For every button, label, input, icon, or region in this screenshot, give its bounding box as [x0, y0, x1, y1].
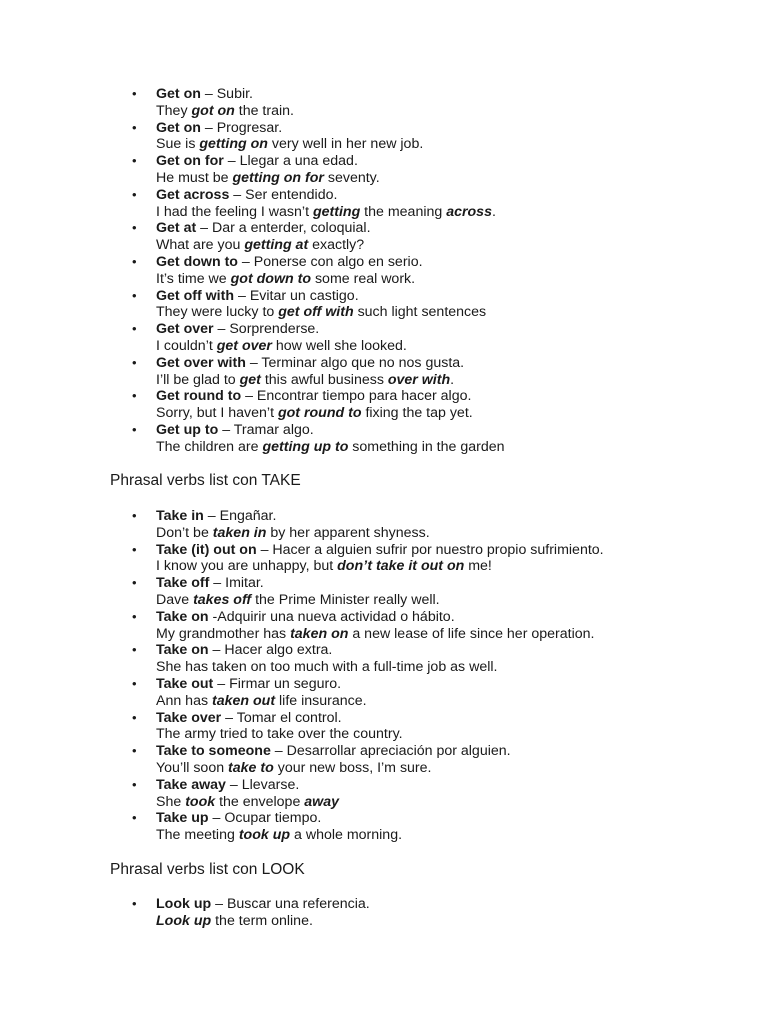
meaning-text: Evitar un castigo. — [249, 287, 359, 304]
meaning-text: Llegar a una edad. — [239, 153, 358, 170]
separator: – — [203, 508, 220, 524]
separator: – — [211, 896, 227, 912]
list-item — [0, 810, 768, 844]
definition-line — [156, 388, 768, 405]
separator: – — [208, 642, 225, 659]
definition-line — [156, 86, 768, 103]
list-item — [0, 743, 768, 777]
list-item — [0, 220, 768, 254]
meaning-text: Engañar. — [219, 508, 277, 524]
list-item — [0, 896, 768, 930]
definition-line — [156, 355, 768, 372]
example-keyword: Look up — [156, 912, 212, 929]
example-text: fixing the tap yet. — [361, 405, 473, 422]
separator: – — [237, 253, 254, 270]
example-text: seventy. — [323, 169, 380, 186]
definition-line — [156, 542, 768, 559]
look-section-heading: Phrasal verbs list con LOOK — [110, 861, 305, 878]
example-sentence — [156, 136, 768, 153]
separator: – — [270, 743, 287, 760]
definition-line — [156, 153, 768, 170]
meaning-text: Ser entendido. — [245, 186, 338, 203]
example-text: I had the feeling I wasn’t — [156, 203, 313, 220]
definition-line — [156, 609, 768, 626]
example-text: the train. — [234, 102, 294, 119]
example-text: a whole morning. — [290, 827, 403, 844]
example-text: It’s time we — [156, 270, 231, 287]
definition-line — [156, 777, 768, 794]
example-sentence — [156, 439, 768, 456]
meaning-text: Subir. — [216, 86, 253, 102]
example-keyword: take to — [228, 759, 274, 776]
example-text: I know you are unhappy, but — [156, 558, 338, 575]
meaning-text: Hacer algo extra. — [224, 642, 333, 659]
phrasal-verb-term: Look up — [156, 896, 212, 912]
example-text: . — [450, 371, 455, 388]
list-item — [0, 422, 768, 456]
example-text: The army tried to take over the country. — [156, 726, 403, 743]
meaning-text: Terminar algo que no nos gusta. — [261, 354, 465, 371]
meaning-text: Ponerse con algo en serio. — [253, 253, 423, 270]
example-text: . — [491, 203, 496, 220]
example-keyword: takes off — [193, 591, 252, 608]
meaning-text: Firmar un seguro. — [229, 675, 342, 692]
example-keyword: got on — [191, 102, 235, 119]
separator: – — [241, 388, 257, 405]
example-text: Ann has — [156, 692, 213, 709]
take-section-heading: Phrasal verbs list con TAKE — [110, 472, 301, 489]
list-item — [0, 120, 768, 154]
example-text: They — [156, 102, 192, 119]
list-item — [0, 355, 768, 389]
list-item — [0, 642, 768, 676]
example-sentence — [156, 237, 768, 254]
example-keyword: getting on — [199, 136, 268, 153]
definition-line — [156, 120, 768, 137]
list-item — [0, 676, 768, 710]
meaning-text: Dar a enterder, coloquial. — [212, 220, 371, 237]
separator: – — [213, 675, 230, 692]
example-text: the Prime Minister really well. — [251, 591, 440, 608]
meaning-text: Adquirir una nueva actividad o hábito. — [217, 608, 455, 625]
phrasal-verb-term: Get up to — [156, 421, 219, 438]
example-keyword: getting up to — [262, 438, 349, 455]
example-text: Don’t be — [156, 524, 213, 541]
meaning-text: Buscar una referencia. — [226, 896, 370, 912]
separator: – — [200, 119, 217, 136]
definition-line — [156, 288, 768, 305]
list-item — [0, 187, 768, 221]
definition-line — [156, 220, 768, 237]
example-sentence — [156, 794, 768, 811]
example-text: very well in her new job. — [267, 136, 424, 153]
definition-line — [156, 642, 768, 659]
definition-line — [156, 321, 768, 338]
definition-line — [156, 254, 768, 271]
example-sentence — [156, 827, 768, 844]
phrasal-verb-term: Take out — [156, 675, 214, 692]
example-sentence — [156, 405, 768, 422]
list-item — [0, 575, 768, 609]
list-item — [0, 288, 768, 322]
separator: – — [256, 541, 273, 558]
example-keyword: get — [239, 371, 261, 388]
example-sentence — [156, 170, 768, 187]
separator: - — [208, 608, 218, 625]
separator: – — [218, 421, 234, 438]
meaning-text: Imitar. — [225, 575, 264, 592]
meaning-text: Tramar algo. — [233, 421, 314, 438]
example-text: She — [156, 793, 186, 810]
list-item — [0, 710, 768, 744]
list-item — [0, 153, 768, 187]
take-phrasal-verbs-list — [0, 508, 768, 844]
phrasal-verb-term: Take to someone — [156, 743, 271, 760]
list-item — [0, 388, 768, 422]
example-text: They were lucky to — [156, 304, 279, 321]
meaning-text: Tomar el control. — [236, 709, 342, 726]
example-text: life insurance. — [275, 692, 367, 709]
look-phrasal-verbs-list — [0, 896, 768, 930]
example-sentence — [156, 103, 768, 120]
meaning-text: Sorprenderse. — [229, 321, 320, 338]
example-keyword: getting — [312, 203, 361, 220]
example-sentence — [156, 726, 768, 743]
separator: – — [234, 287, 250, 304]
definition-line — [156, 896, 768, 913]
phrasal-verb-term: Get over — [156, 321, 214, 338]
example-text: He must be — [156, 169, 233, 186]
example-text: I couldn’t — [156, 337, 217, 354]
example-text: The meeting — [156, 827, 239, 844]
example-keyword: took — [185, 793, 216, 810]
example-keyword: don’t take it out on — [337, 558, 465, 575]
example-keyword: got down to — [230, 270, 312, 287]
example-text: exactly? — [308, 237, 365, 254]
example-keyword: across — [446, 203, 492, 220]
example-sentence — [156, 372, 768, 389]
phrasal-verb-term: Get on for — [156, 153, 224, 170]
example-text: What are you — [156, 237, 245, 254]
meaning-text: Encontrar tiempo para hacer algo. — [256, 388, 472, 405]
definition-line — [156, 422, 768, 439]
phrasal-verb-term: Take in — [156, 508, 204, 524]
example-keyword: taken on — [290, 625, 349, 642]
phrasal-verb-term: Get round to — [156, 388, 242, 405]
example-keyword: get off with — [278, 304, 354, 321]
example-keyword: over with — [387, 371, 451, 388]
example-text: Sue is — [156, 136, 200, 153]
phrasal-verb-term: Take up — [156, 810, 209, 827]
example-text: the term online. — [211, 912, 313, 929]
example-text: by her apparent shyness. — [266, 524, 430, 541]
definition-line — [156, 187, 768, 204]
phrasal-verb-term: Get over with — [156, 354, 246, 371]
phrasal-verb-term: Get on — [156, 119, 201, 136]
example-sentence — [156, 913, 768, 930]
example-sentence — [156, 204, 768, 221]
example-text: the envelope — [215, 793, 305, 810]
meaning-text: Llevarse. — [241, 776, 300, 793]
phrasal-verb-term: Get off with — [156, 287, 235, 304]
definition-line — [156, 743, 768, 760]
phrasal-verb-term: Get at — [156, 220, 197, 237]
phrasal-verb-term: Take on — [156, 608, 209, 625]
example-text: a new lease of life since her operation. — [348, 625, 595, 642]
separator: – — [221, 709, 237, 726]
example-sentence — [156, 525, 768, 542]
separator: – — [200, 86, 217, 102]
example-sentence — [156, 271, 768, 288]
list-item — [0, 609, 768, 643]
separator: – — [245, 354, 262, 371]
example-sentence — [156, 626, 768, 643]
definition-line — [156, 710, 768, 727]
example-text: Sorry, but I haven’t — [156, 405, 278, 422]
example-sentence — [156, 558, 768, 575]
example-keyword: taken in — [212, 524, 267, 541]
meaning-text: Ocupar tiempo. — [224, 810, 322, 827]
example-text: The children are — [156, 438, 263, 455]
separator: – — [225, 776, 242, 793]
example-keyword: getting on for — [232, 169, 324, 186]
example-keyword: away — [304, 793, 339, 810]
definition-line — [156, 676, 768, 693]
example-text: You’ll soon — [156, 759, 229, 776]
phrasal-verb-term: Get down to — [156, 253, 238, 270]
example-text: me! — [464, 558, 492, 575]
example-text: She has taken on too much with a full-time job as well. — [156, 659, 498, 676]
list-item — [0, 777, 768, 811]
example-keyword: got round to — [277, 405, 362, 422]
phrasal-verb-term: Take (it) out on — [156, 541, 257, 558]
example-sentence — [156, 659, 768, 676]
example-text: your new boss, I’m sure. — [273, 759, 432, 776]
list-item — [0, 508, 768, 542]
meaning-text: Desarrollar apreciación por alguien. — [286, 743, 511, 760]
example-sentence — [156, 592, 768, 609]
example-keyword: took up — [238, 827, 291, 844]
meaning-text: Hacer a alguien sufrir por nuestro propio sufrimiento. — [272, 541, 604, 558]
meaning-text: Progresar. — [216, 119, 283, 136]
separator: – — [208, 810, 225, 827]
example-keyword: taken out — [212, 692, 276, 709]
list-item — [0, 542, 768, 576]
definition-line — [156, 508, 768, 525]
phrasal-verb-term: Take over — [156, 709, 222, 726]
phrasal-verb-term: Take away — [156, 776, 226, 793]
phrasal-verb-term: Get on — [156, 86, 201, 102]
separator: – — [229, 186, 246, 203]
list-item — [0, 321, 768, 355]
example-sentence — [156, 693, 768, 710]
phrasal-verb-term: Get across — [156, 186, 230, 203]
example-sentence — [156, 304, 768, 321]
example-sentence — [156, 760, 768, 777]
example-text: I’ll be glad to — [156, 371, 240, 388]
list-item — [0, 86, 768, 120]
phrasal-verb-term: Take off — [156, 575, 210, 592]
list-item — [0, 254, 768, 288]
definition-line — [156, 575, 768, 592]
separator: – — [223, 153, 240, 170]
example-text: My grandmother has — [156, 625, 291, 642]
definition-line — [156, 810, 768, 827]
example-text: Dave — [156, 591, 194, 608]
example-text: such light sentences — [353, 304, 487, 321]
separator: – — [196, 220, 212, 237]
example-text: something in the garden — [348, 438, 505, 455]
example-text: how well she looked. — [271, 337, 407, 354]
example-text: the meaning — [360, 203, 447, 220]
separator: – — [213, 321, 230, 338]
phrasal-verb-term: Take on — [156, 642, 209, 659]
example-keyword: getting at — [244, 237, 309, 254]
example-text: some real work. — [311, 270, 416, 287]
example-sentence — [156, 338, 768, 355]
example-keyword: get over — [216, 337, 272, 354]
get-phrasal-verbs-list — [0, 86, 768, 456]
example-text: this awful business — [260, 371, 388, 388]
separator: – — [209, 575, 226, 592]
